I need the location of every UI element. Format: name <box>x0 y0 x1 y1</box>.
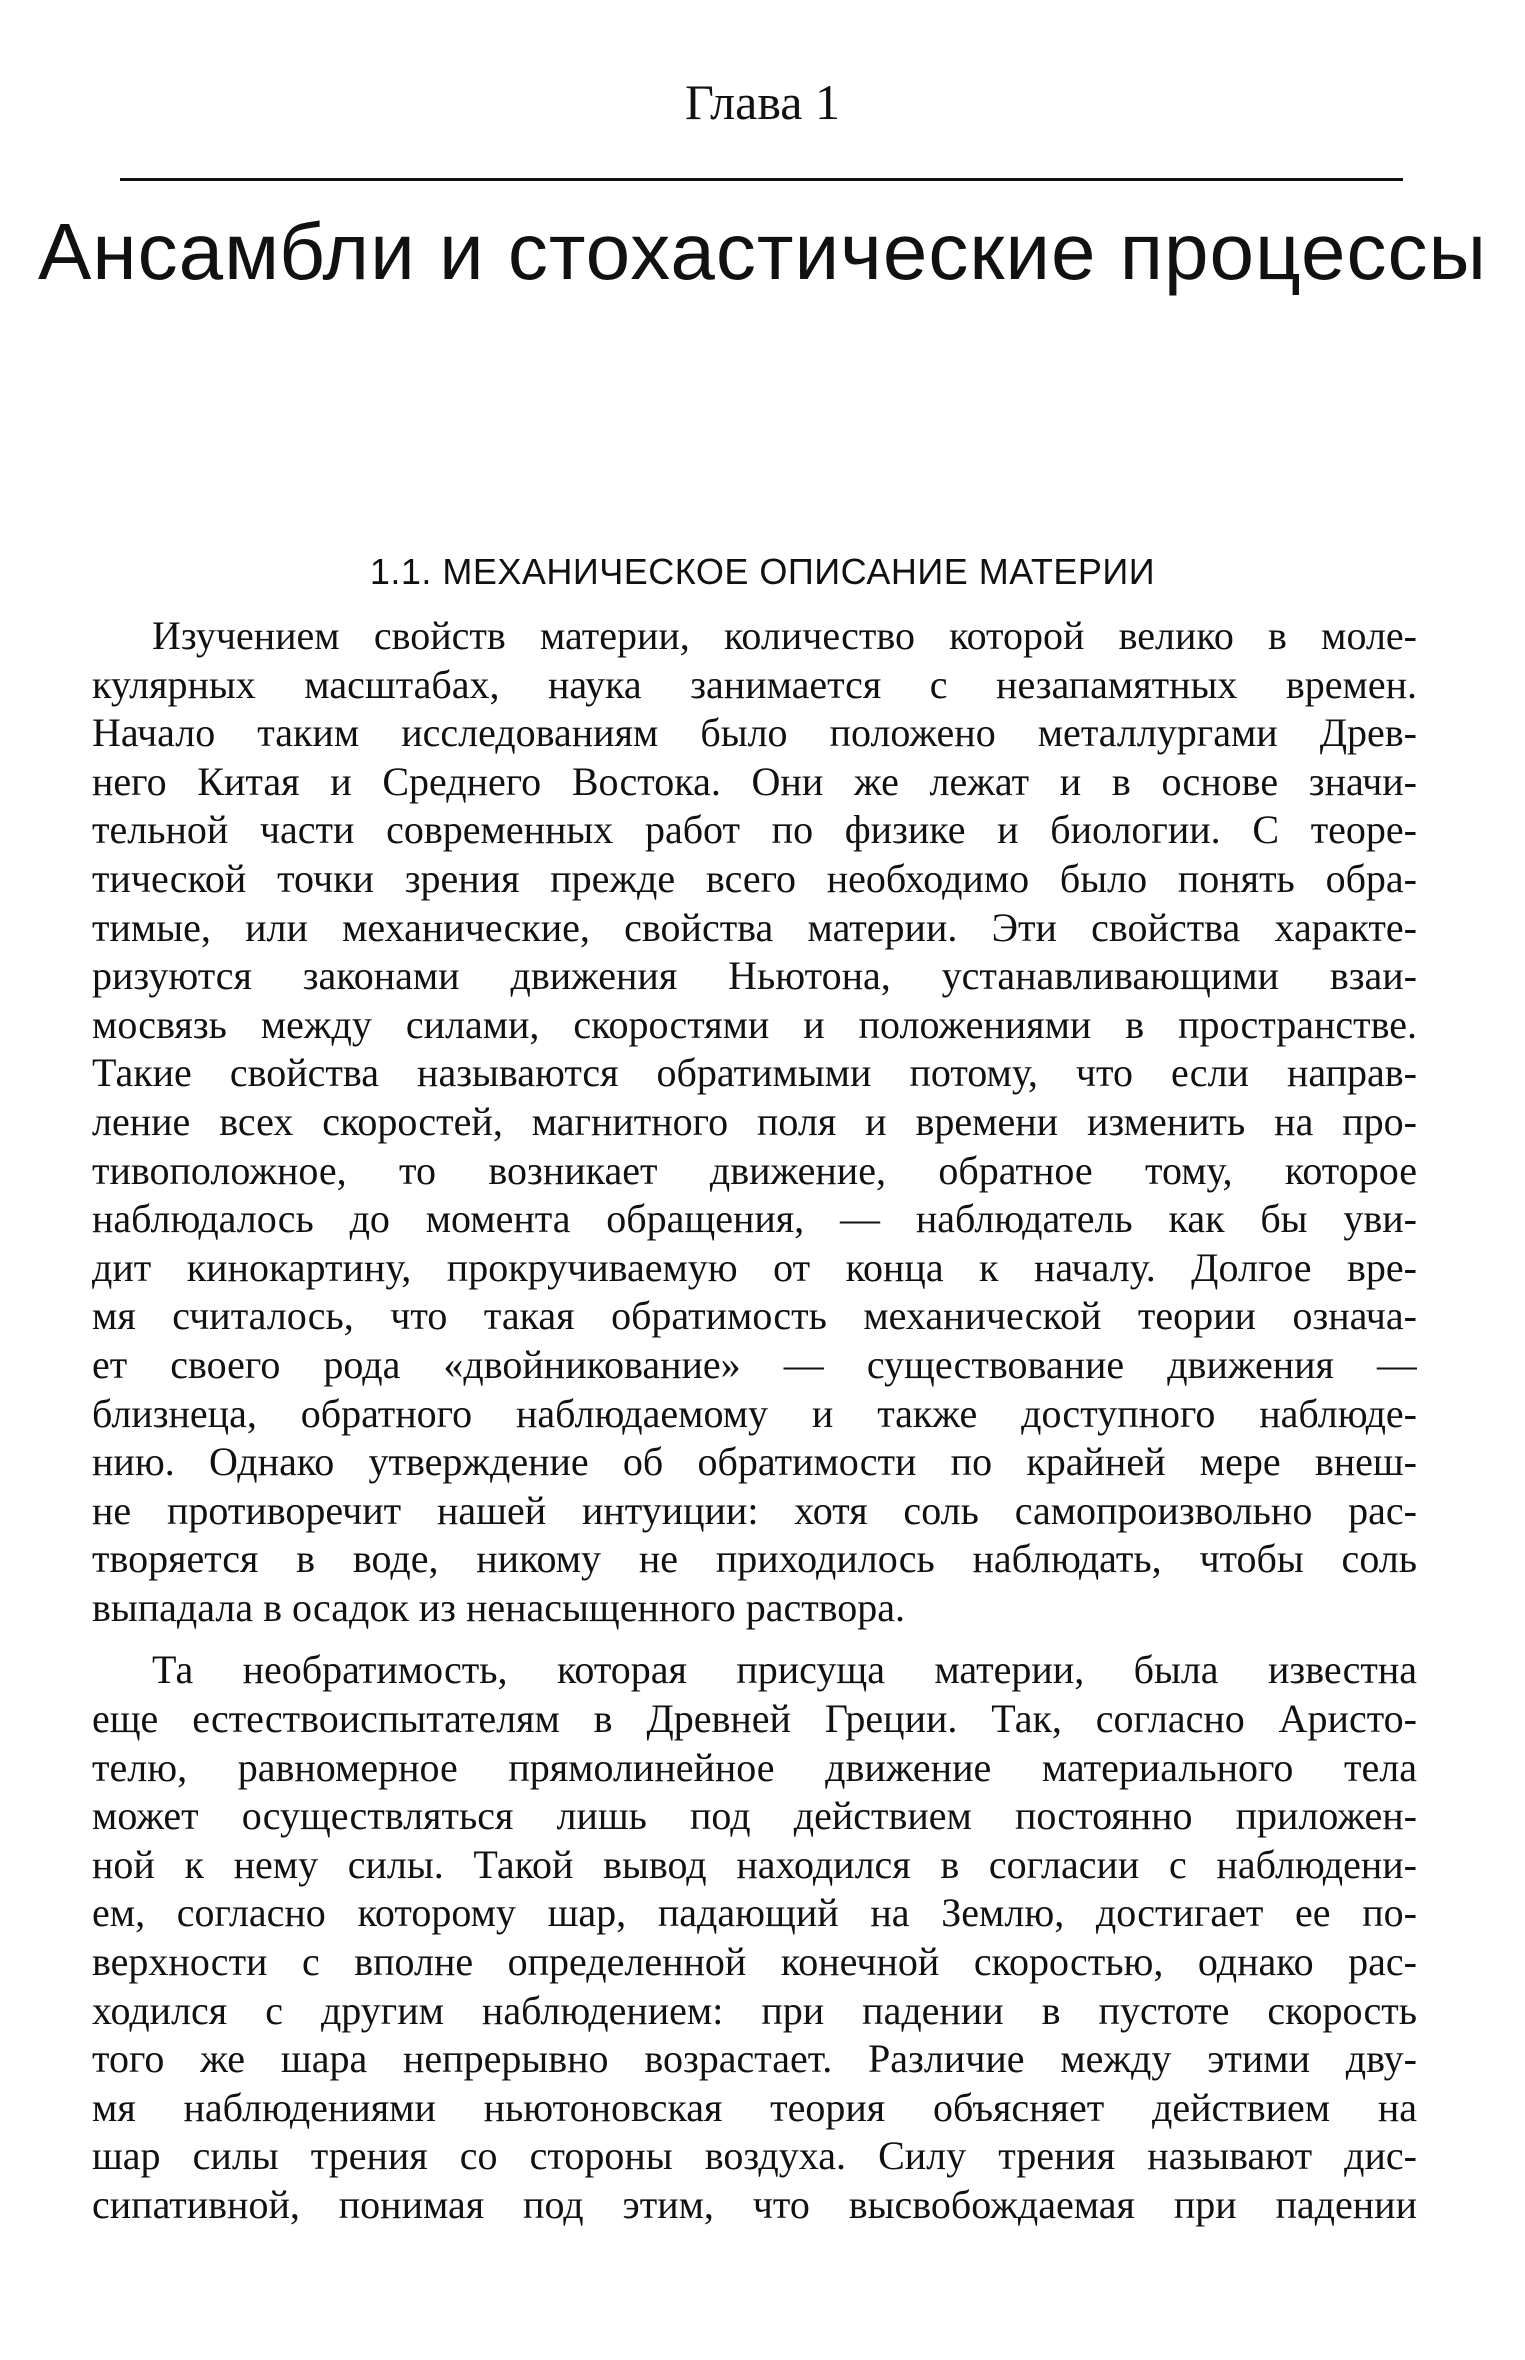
paragraph-2 <box>92 1646 1417 2229</box>
text-line: ной к нему силы. Такой вывод находился в согласии с наблюдени- <box>92 1841 1417 1887</box>
text-line: Начало таким исследованиям было положено металлургами Древ- <box>92 710 1417 756</box>
text-line: него Китая и Среднего Востока. Они же лежат и в основе значи- <box>92 758 1417 804</box>
text-line: ет своего рода «двойникование» — существование движения — <box>92 1341 1417 1387</box>
text-line: нию. Однако утверждение об обратимости по крайней мере внеш- <box>92 1439 1417 1485</box>
text-line: тической точки зрения прежде всего необходимо было понять обра- <box>92 855 1417 901</box>
text-line: Изучением свойств материи, количество которой велико в моле- <box>152 613 1417 658</box>
text-line: не противоречит нашей интуиции: хотя соль самопроизвольно рас- <box>92 1487 1417 1533</box>
paragraph-1 <box>92 612 1417 1632</box>
chapter-divider <box>120 178 1403 181</box>
body-text <box>92 612 1417 2230</box>
text-line: близнеца, обратного наблюдаемому и также доступного наблюде- <box>92 1390 1417 1436</box>
text-line: телю, равномерное прямолинейное движение материального тела <box>92 1744 1417 1790</box>
chapter-title: Ансамбли и стохастические процессы <box>38 207 1487 296</box>
paragraph-spacer <box>92 1632 1417 1646</box>
text-line: ризуются законами движения Ньютона, устанавливающими взаи- <box>92 953 1417 999</box>
text-line: ление всех скоростей, магнитного поля и времени изменить на про- <box>92 1098 1417 1144</box>
text-line: мя наблюдениями ньютоновская теория объясняет действием на <box>92 2084 1417 2130</box>
text-line: сипативной, понимая под этим, что высвобождаемая при падении <box>92 2182 1417 2227</box>
text-line: может осуществляться лишь под действием постоянно приложен- <box>92 1793 1417 1839</box>
text-line: тивоположное, то возникает движение, обратное тому, которое <box>92 1147 1417 1193</box>
text-line: наблюдалось до момента обращения, — наблюдатель как бы уви- <box>92 1196 1417 1242</box>
section-heading: 1.1. МЕХАНИЧЕСКОЕ ОПИСАНИЕ МАТЕРИИ <box>369 551 1156 592</box>
text-line: Такие свойства называются обратимыми потому, что если направ- <box>92 1050 1417 1096</box>
text-line: тельной части современных работ по физике и биологии. С теоре- <box>92 807 1417 853</box>
text-line: Та необратимость, которая присуща материи, была известна <box>152 1647 1417 1693</box>
text-line: ем, согласно которому шар, падающий на Землю, достигает ее по- <box>92 1890 1417 1936</box>
text-line: кулярных масштабах, наука занимается с незапамятных времен. <box>92 661 1417 707</box>
text-line: творяется в воде, никому не приходилось наблюдать, чтобы соль <box>92 1536 1417 1582</box>
text-line: дит кинокартину, прокручиваемую от конца к началу. Долгое вре- <box>92 1244 1417 1290</box>
text-line: еще естествоиспытателям в Древней Греции. Так, согласно Аристо- <box>92 1696 1417 1742</box>
text-line: мя считалось, что такая обратимость механической теории означа- <box>92 1293 1417 1339</box>
text-line: мосвязь между силами, скоростями и положениями в пространстве. <box>92 1001 1417 1047</box>
text-line: ходился с другим наблюдением: при падении в пустоте скорость <box>92 1987 1417 2033</box>
text-line: тимые, или механические, свойства материи. Эти свойства характе- <box>92 904 1417 950</box>
text-line: верхности с вполне определенной конечной скоростью, однако рас- <box>92 1939 1417 1985</box>
text-line: того же шара непрерывно возрастает. Различие между этими дву- <box>92 2036 1417 2082</box>
text-line: шар силы трения со стороны воздуха. Силу трения называют дис- <box>92 2133 1417 2179</box>
text-line: выпадала в осадок из ненасыщенного раствора. <box>92 1584 906 1630</box>
chapter-label: Глава 1 <box>685 74 840 130</box>
